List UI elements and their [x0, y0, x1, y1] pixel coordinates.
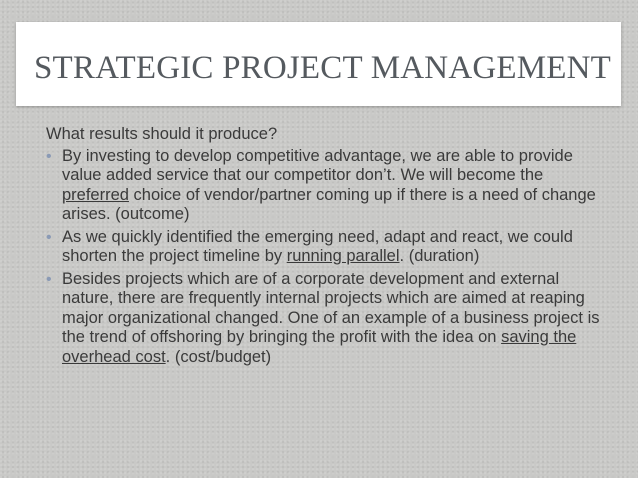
bullet-list — [46, 147, 606, 368]
bullet-item-duration — [46, 228, 606, 267]
bullet-icon: • — [46, 270, 52, 288]
bullet-text: . (duration) — [399, 247, 480, 265]
bullet-icon: • — [46, 147, 52, 165]
underlined-term: running parallel — [286, 247, 400, 265]
bullet-text: . (cost/budget) — [165, 347, 272, 366]
slide-title: STRATEGIC PROJECT MANAGEMENT — [34, 50, 612, 86]
bullet-text: As we quickly identified the emerging need, adapt and react, we could shorten the project timeline by — [62, 227, 573, 265]
bullet-text: choice of vendor/partner coming up if there is a need of change arises. (outcome) — [62, 185, 596, 223]
underlined-term: saving the overhead cost — [62, 328, 577, 366]
bullet-item-outcome — [46, 147, 606, 225]
bullet-text: By investing to develop competitive advantage, we are able to provide value added service that our competitor don’t. We will become the — [62, 146, 573, 184]
intro-question: What results should it produce? — [46, 125, 278, 143]
bullet-item-cost — [46, 270, 606, 368]
title-band — [16, 22, 621, 106]
slide-content — [46, 125, 606, 370]
bullet-icon: • — [46, 228, 52, 246]
underlined-term: preferred — [62, 185, 129, 204]
bullet-text: Besides projects which are of a corporate development and external nature, there are frequently internal projects which are aimed at reaping major organizational changed. One of an example of a business project is the trend of offshoring by bringing the profit with the idea on — [62, 269, 600, 346]
